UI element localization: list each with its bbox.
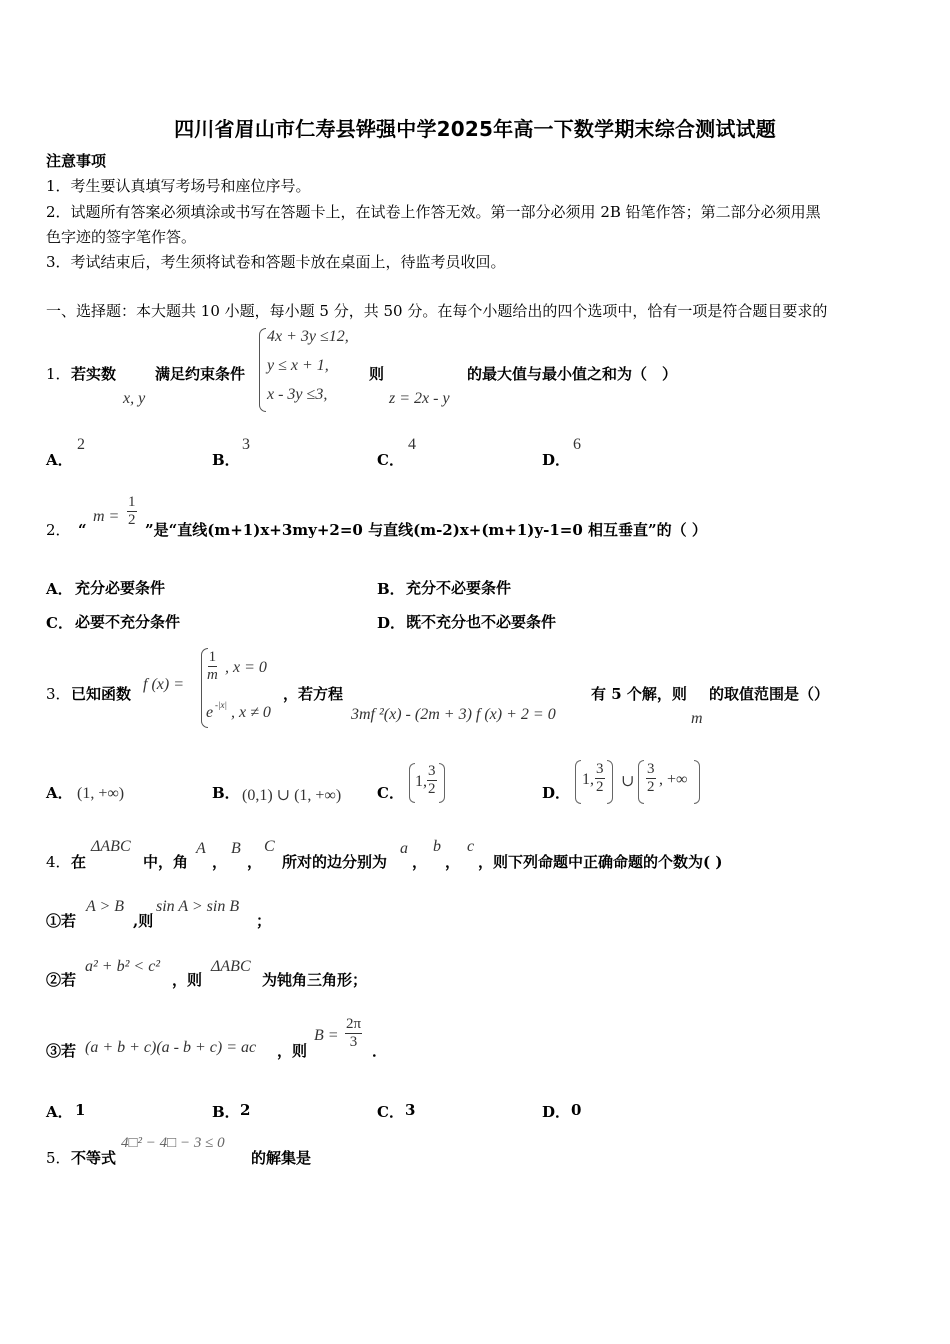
q4-text-c: 所对的边分别为 [282, 853, 388, 871]
q4-angle-c: C [264, 838, 275, 855]
q1-option-b-label[interactable]: B． [212, 451, 240, 469]
q3-option-d-union[interactable]: ∪ [621, 773, 635, 790]
q3-option-c-a[interactable]: 1, [415, 773, 427, 790]
q3-case1-num: 1 [208, 649, 217, 665]
q4-s2-tri: ΔABC [211, 958, 251, 975]
q3-text-d: 的取值范围是（） [709, 685, 830, 703]
q4-text-d: ，则下列命题中正确命题的个数为( ) [478, 853, 723, 871]
q3-option-c-num: 3 [428, 763, 436, 779]
q4-s3-num: 2π [346, 1016, 362, 1032]
q5-number: 5． [46, 1149, 71, 1167]
q3-option-c-label[interactable]: C． [377, 784, 404, 802]
q4-s3-c: ． [372, 1042, 388, 1060]
q2-number: 2． [46, 521, 71, 539]
q2-option-d-label[interactable]: D． [377, 614, 406, 632]
q2-option-b-value[interactable]: 充分不必要条件 [406, 579, 512, 597]
q4-s2-cond: a² + b² < c² [85, 958, 161, 975]
q1-option-a-label[interactable]: A． [46, 451, 73, 469]
q3-text-a: 已知函数 [71, 685, 132, 703]
q4-s1-b: ,则 [133, 912, 154, 930]
q3-text-b: ，若方程 [283, 685, 344, 703]
q5-text-b: 的解集是 [251, 1149, 312, 1167]
q3-option-d-den1: 2 [596, 779, 604, 795]
q3-option-a-label[interactable]: A． [46, 784, 73, 802]
q4-s3-den: 3 [349, 1034, 358, 1050]
q4-s1-res: sin A > sin B [156, 898, 240, 915]
q4-option-c-label[interactable]: C． [377, 1103, 404, 1121]
q4-s3-cond: (a + b + c)(a - b + c) = ac [85, 1039, 257, 1056]
q3-option-c-rparen [439, 763, 445, 803]
q3-option-d-lparen2 [638, 760, 644, 804]
q5-text-a: 不等式 [71, 1149, 117, 1167]
q4-sep-1: ， [212, 853, 228, 871]
q2-frac-den: 2 [128, 512, 136, 528]
q3-option-c-den: 2 [428, 781, 436, 797]
q3-text-c: 有 5 个解，则 [591, 685, 687, 703]
q4-s3-B: B = [314, 1027, 339, 1044]
q4-option-d-value[interactable]: 0 [571, 1101, 582, 1119]
q4-s3-a: ③若 [46, 1042, 77, 1060]
q4-s3-b: ，则 [277, 1042, 308, 1060]
q2-option-c-value[interactable]: 必要不充分条件 [75, 613, 181, 631]
q3-option-b-value[interactable]: (0,1) ∪ (1, +∞) [242, 787, 342, 804]
q2-option-d-value[interactable]: 既不充分也不必要条件 [406, 613, 557, 631]
q3-option-d-a[interactable]: 1, [582, 771, 594, 788]
q2-frac-num: 1 [128, 494, 136, 510]
q2-option-c-label[interactable]: C． [46, 614, 73, 632]
q1-vars: x, y [123, 390, 146, 407]
q4-s2-c: 为钝角三角形； [262, 971, 368, 989]
q3-option-d-rparen1 [607, 760, 613, 804]
q2-text: ”是“直线(m+1)x+3my+2=0 与直线(m-2)x+(m+1)y-1=0 相互垂直”的（ ） [145, 521, 707, 539]
q4-s2-b: ，则 [172, 971, 203, 989]
q5-inequality: 4□² − 4□ − 3 ≤ 0 [121, 1135, 225, 1151]
q4-s1-c: ； [256, 912, 272, 930]
q3-option-d-label[interactable]: D． [542, 784, 571, 802]
q4-sep-3: ， [412, 853, 428, 871]
q4-angle-b: B [231, 840, 241, 857]
q3-option-d-num2: 3 [647, 761, 655, 777]
q3-option-b-label[interactable]: B． [212, 784, 240, 802]
q4-sep-2: ， [247, 853, 263, 871]
q3-case1-cond: , x = 0 [225, 659, 267, 676]
q3-option-d-frac1[interactable] [595, 761, 605, 796]
q4-side-c: c [467, 838, 475, 855]
q1-objective: z = 2x - y [389, 390, 450, 407]
q4-option-a-value[interactable]: 1 [75, 1101, 86, 1119]
q3-option-d-den2: 2 [647, 779, 655, 795]
q3-option-a-value[interactable]: (1, +∞) [77, 785, 125, 802]
q3-case2-exp: -|x| [215, 700, 227, 710]
q4-angle-a: A [196, 840, 206, 857]
q4-triangle: ΔABC [91, 838, 131, 855]
q1-constraint-2: y ≤ x + 1, [267, 357, 329, 374]
q3-option-d-num1: 3 [596, 761, 604, 777]
q1-text-d: 的最大值与最小值之和为（ ） [467, 365, 678, 383]
q3-case2-base: e [206, 704, 214, 721]
notes-heading: 注意事项 [46, 152, 107, 170]
q3-option-c-frac[interactable] [427, 763, 437, 798]
q2-option-a-value[interactable]: 充分必要条件 [75, 579, 166, 597]
q3-option-d-lparen [575, 760, 581, 804]
q4-s3-frac [345, 1016, 362, 1051]
q4-text-b: 中，角 [143, 853, 189, 871]
q4-option-b-value[interactable]: 2 [240, 1101, 251, 1119]
q3-case1-frac [207, 649, 218, 684]
q4-side-b: b [433, 838, 441, 855]
q2-option-a-label[interactable]: A． [46, 580, 73, 598]
q1-option-c-value[interactable]: 4 [408, 436, 416, 453]
q4-text-a: 在 [71, 853, 87, 871]
q1-constraint-1: 4x + 3y ≤12, [267, 328, 349, 345]
q3-number: 3． [46, 685, 71, 703]
notes-item-2-cont: 色字迹的签字笔作答。 [46, 228, 197, 246]
q1-option-d-label[interactable]: D． [542, 451, 571, 469]
q3-fx: f (x) = [143, 676, 184, 693]
q4-option-c-value[interactable]: 3 [405, 1101, 416, 1119]
notes-item-3: 3．考试结束后，考生须将试卷和答题卡放在桌面上，待监考员收回。 [46, 253, 506, 271]
q2-m-eq: m = [93, 508, 120, 525]
q3-case2-cond: , x ≠ 0 [231, 704, 271, 721]
q1-option-c-label[interactable]: C． [377, 451, 404, 469]
q3-case1-den: m [207, 667, 218, 683]
q1-brace [259, 328, 266, 412]
q3-option-d-rparen2 [694, 760, 700, 804]
q1-option-a-value[interactable]: 2 [77, 436, 85, 453]
q4-option-d-label[interactable]: D． [542, 1103, 571, 1121]
q4-side-a: a [400, 840, 408, 857]
q2-option-b-label[interactable]: B． [377, 580, 405, 598]
q4-s2-a: ②若 [46, 971, 77, 989]
q1-constraint-3: x - 3y ≤3, [267, 386, 328, 403]
q1-text-c: 则 [369, 365, 385, 383]
q4-option-b-label[interactable]: B． [212, 1103, 240, 1121]
q4-s1-cond: A > B [86, 898, 125, 915]
q2-fraction [127, 494, 137, 529]
q1-number: 1． [46, 365, 71, 383]
q1-option-d-value[interactable]: 6 [573, 436, 581, 453]
page-title: 四川省眉山市仁寿县铧强中学2025年高一下数学期末综合测试试题 [174, 117, 776, 141]
q4-option-a-label[interactable]: A． [46, 1103, 73, 1121]
notes-item-2: 2．试题所有答案必须填涂或书写在答题卡上，在试卷上作答无效。第一部分必须用 2B 铅笔作答；第二部分必须用黑 [46, 203, 821, 221]
q2-open-quote: “ [78, 521, 87, 539]
q3-equation: 3mf ²(x) - (2m + 3) f (x) + 2 = 0 [351, 706, 556, 723]
q1-option-b-value[interactable]: 3 [242, 436, 250, 453]
section-heading: 一、选择题：本大题共 10 小题，每小题 5 分，共 50 分。在每个小题给出的四个选项中，恰有一项是符合题目要求的 [46, 302, 828, 320]
q3-option-d-b[interactable]: , +∞ [659, 771, 688, 788]
q4-s1-a: ①若 [46, 912, 77, 930]
q1-text-a: 若实数 [71, 365, 117, 383]
q3-m: m [691, 710, 703, 727]
q3-option-d-frac2[interactable] [646, 761, 656, 796]
notes-item-1: 1．考生要认真填写考场号和座位序号。 [46, 177, 311, 195]
q1-text-b: 满足约束条件 [155, 365, 246, 383]
q4-sep-4: ， [445, 853, 461, 871]
q4-number: 4． [46, 853, 71, 871]
